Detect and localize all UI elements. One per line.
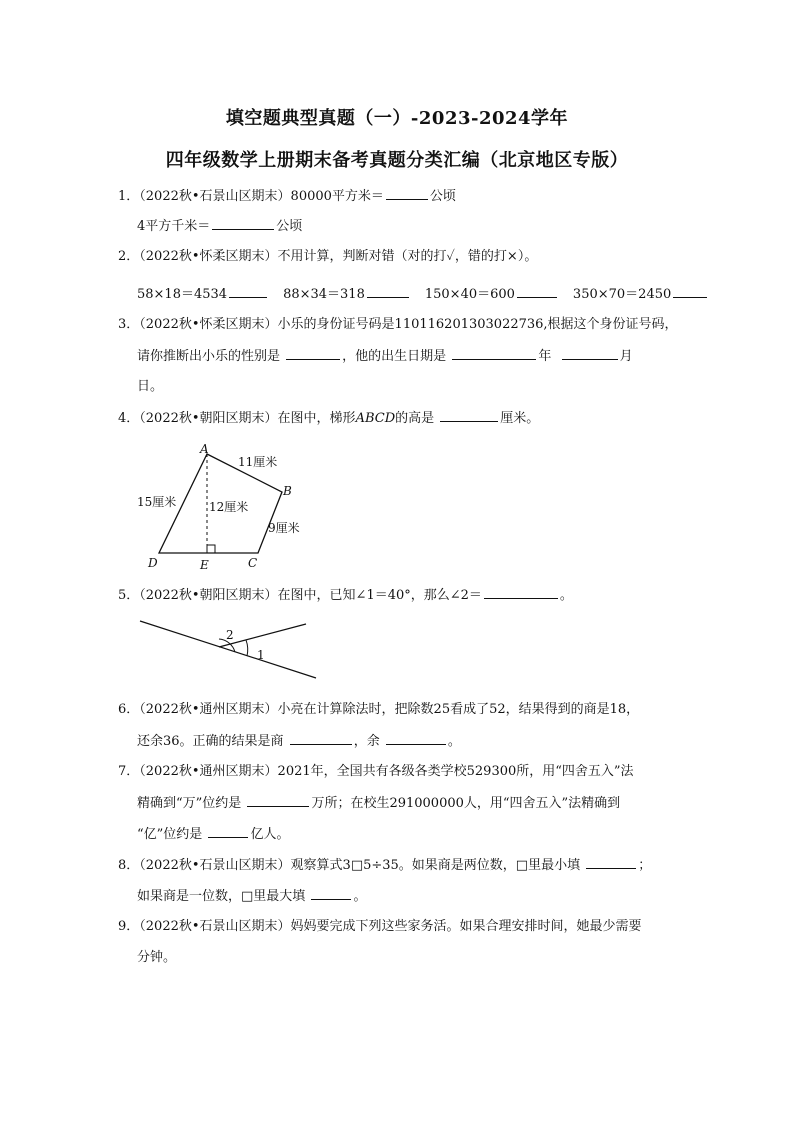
answer-blank[interactable]	[208, 825, 248, 838]
question-5: 5．（2022秋•朝阳区期末）在图中，已知∠1＝40°，那么∠2＝ 。	[118, 588, 573, 603]
question-3: 3．（2022秋•怀柔区期末）小乐的身份证号码是110116201303022736,根据这个身份证号码，	[118, 317, 678, 332]
answer-blank[interactable]	[212, 217, 274, 230]
question-2-items: 58×18＝4534 88×34＝318 150×40＝600 350×70＝2450	[137, 285, 709, 304]
question-8-line2: 如果商是一位数，□里最大填 。	[137, 889, 367, 904]
question-source: （2022秋•石景山区期末）	[139, 189, 291, 204]
vertex-d-label: D	[148, 556, 158, 570]
question-9-line2: 分钟。	[137, 950, 177, 965]
answer-blank[interactable]	[290, 732, 352, 745]
answer-blank[interactable]	[562, 347, 618, 360]
side-bc-label: 9厘米	[268, 521, 300, 535]
answer-blank[interactable]	[452, 347, 536, 360]
question-number: 1．	[118, 189, 140, 204]
angle-figure	[134, 612, 324, 682]
answer-blank[interactable]	[517, 285, 557, 298]
answer-blank[interactable]	[673, 285, 707, 298]
vertex-a-label: A	[200, 442, 209, 456]
answer-blank[interactable]	[484, 586, 558, 599]
answer-blank[interactable]	[440, 409, 498, 422]
angle-1-arc	[246, 640, 248, 656]
question-3-line2: 请你推断出小乐的性别是 ，他的出生日期是 年 月	[137, 349, 633, 364]
answer-blank[interactable]	[586, 856, 636, 869]
question-3-line3: 日。	[137, 379, 164, 394]
question-1: 1．（2022秋•石景山区期末）80000平方米＝ 公顷	[118, 189, 456, 204]
question-7-line3: “亿”位约是 亿人。	[137, 827, 290, 842]
page-subtitle: 四年级数学上册期末备考真题分类汇编（北京地区专版）	[165, 150, 629, 171]
answer-blank[interactable]	[386, 732, 446, 745]
question-9: 9．（2022秋•石景山区期末）妈妈要完成下列这些家务活。如果合理安排时间，她最少需要	[118, 919, 642, 934]
vertex-b-label: B	[283, 484, 292, 498]
right-angle-mark	[207, 545, 215, 553]
trapezoid-figure	[132, 440, 312, 575]
question-1-part-b: 4平方千米＝ 公顷	[137, 219, 303, 234]
height-ae-label: 12厘米	[209, 500, 249, 514]
question-8: 8．（2022秋•石景山区期末）观察算式3□5÷35。如果商是两位数，□里最小填 ；	[118, 858, 652, 873]
side-ad-label: 15厘米	[137, 495, 177, 509]
angle-1-label: 1	[257, 648, 265, 662]
vertex-c-label: C	[248, 556, 258, 570]
page-title: 填空题典型真题（一）-2023-2024学年	[225, 108, 569, 129]
question-2: 2．（2022秋•怀柔区期末）不用计算，判断对错（对的打✓，错的打×）。	[118, 249, 538, 264]
answer-blank[interactable]	[367, 285, 409, 298]
question-6: 6．（2022秋•通州区期末）小亮在计算除法时，把除数25看成了52，结果得到的商是18，	[118, 702, 640, 717]
question-4: 4．（2022秋•朝阳区期末）在图中，梯形ABCD的高是 厘米。	[118, 411, 540, 426]
answer-blank[interactable]	[229, 285, 267, 298]
answer-blank[interactable]	[386, 187, 428, 200]
question-7: 7．（2022秋•通州区期末）2021年，全国共有各级各类学校529300所，用“四舍五入”法	[118, 764, 634, 779]
angle-2-label: 2	[226, 628, 234, 642]
answer-blank[interactable]	[247, 794, 309, 807]
answer-blank[interactable]	[311, 887, 351, 900]
point-e-label: E	[200, 558, 209, 572]
answer-blank[interactable]	[286, 347, 340, 360]
question-7-line2: 精确到“万”位约是 万所；在校生291000000人，用“四舍五入”法精确到	[137, 796, 621, 811]
question-6-line2: 还余36。正确的结果是商 ，余 。	[137, 734, 461, 749]
side-ab-label: 11厘米	[238, 455, 278, 469]
